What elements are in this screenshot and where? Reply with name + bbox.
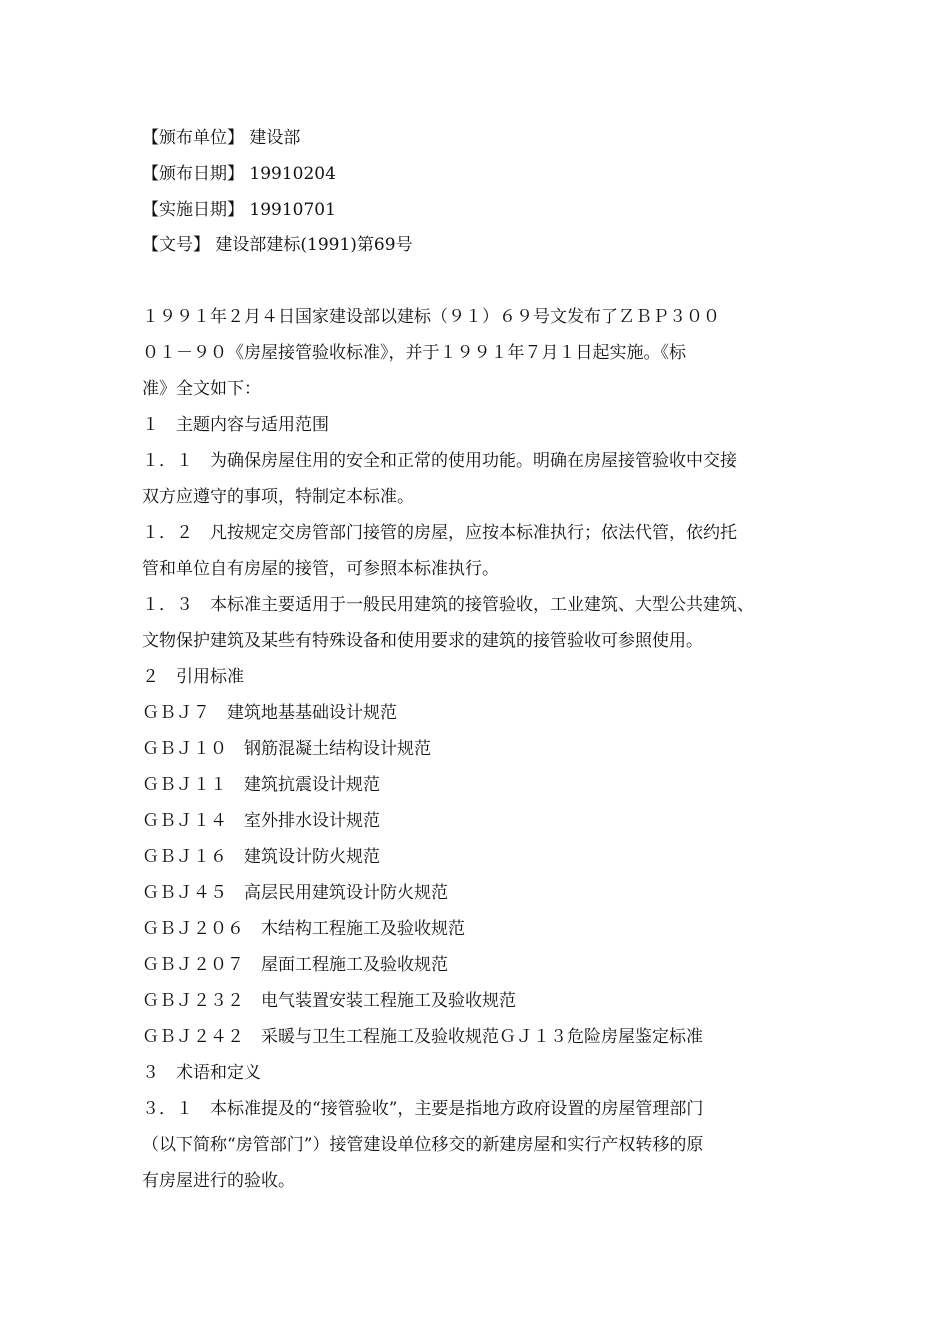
body-line: ３．１ 本标准提及的“接管验收”，主要是指地方政府设置的房屋管理部门 xyxy=(142,1099,704,1119)
body-line: １．２ 凡按规定交房管部门接管的房屋，应按本标准执行；依法代管，依约托 xyxy=(142,523,737,543)
doc-number-row xyxy=(142,234,413,256)
body-line: １．１ 为确保房屋住用的安全和正常的使用功能。明确在房屋接管验收中交接 xyxy=(142,451,737,471)
body-line: （以下简称“房管部门”）接管建设单位移交的新建房屋和实行产权转移的原 xyxy=(142,1135,704,1155)
body-line: ０１－９０《房屋接管验收标准》，并于１９９１年７月１日起实施。《标 xyxy=(142,343,686,363)
issuer-row xyxy=(142,127,300,149)
doc-number-value: 建设部建标(1991)第69号 xyxy=(215,235,413,255)
effective-date-value: 19910701 xyxy=(249,200,336,220)
standard-ref: ＧＢＪ１６ 建筑设计防火规范 xyxy=(142,847,380,867)
issue-date-label: 【颁布日期】 xyxy=(142,164,244,184)
standard-ref: ＧＢＪ４５ 高层民用建筑设计防火规范 xyxy=(142,883,448,903)
effective-date-label: 【实施日期】 xyxy=(142,200,244,220)
issuer-label: 【颁布单位】 xyxy=(142,128,244,148)
section-heading: １ 主题内容与适用范围 xyxy=(142,415,329,435)
effective-date-row xyxy=(142,199,336,221)
standard-ref: ＧＢＪ２３２ 电气装置安装工程施工及验收规范 xyxy=(142,991,516,1011)
standard-ref: ＧＢＪ２０７ 屋面工程施工及验收规范 xyxy=(142,955,448,975)
issuer-value: 建设部 xyxy=(249,128,301,148)
body-line: 双方应遵守的事项，特制定本标准。 xyxy=(142,487,414,507)
issue-date-value: 19910204 xyxy=(249,164,336,184)
body-line: １９９１年２月４日国家建设部以建标（９１）６９号文发布了ＺＢＰ３００ xyxy=(142,307,720,327)
doc-number-label: 【文号】 xyxy=(142,235,210,255)
section-heading: ３ 术语和定义 xyxy=(142,1063,261,1083)
body-line: 管和单位自有房屋的接管，可参照本标准执行。 xyxy=(142,559,499,579)
standard-ref: ＧＢＪ７ 建筑地基基础设计规范 xyxy=(142,703,397,723)
standard-ref: ＧＢＪ１４ 室外排水设计规范 xyxy=(142,811,380,831)
body-line: 有房屋进行的验收。 xyxy=(142,1171,295,1191)
standard-ref: ＧＢＪ２４２ 采暖与卫生工程施工及验收规范ＧＪ１３危险房屋鉴定标准 xyxy=(142,1027,703,1047)
section-heading: ２ 引用标准 xyxy=(142,667,244,687)
standard-ref: ＧＢＪ１１ 建筑抗震设计规范 xyxy=(142,775,380,795)
body-line: 准》全文如下： xyxy=(142,379,261,399)
issue-date-row xyxy=(142,163,336,185)
body-line: １．３ 本标准主要适用于一般民用建筑的接管验收，工业建筑、大型公共建筑、 xyxy=(142,595,754,615)
standard-ref: ＧＢＪ１０ 钢筋混凝土结构设计规范 xyxy=(142,739,431,759)
standard-ref: ＧＢＪ２０６ 木结构工程施工及验收规范 xyxy=(142,919,465,939)
body-line: 文物保护建筑及某些有特殊设备和使用要求的建筑的接管验收可参照使用。 xyxy=(142,631,703,651)
